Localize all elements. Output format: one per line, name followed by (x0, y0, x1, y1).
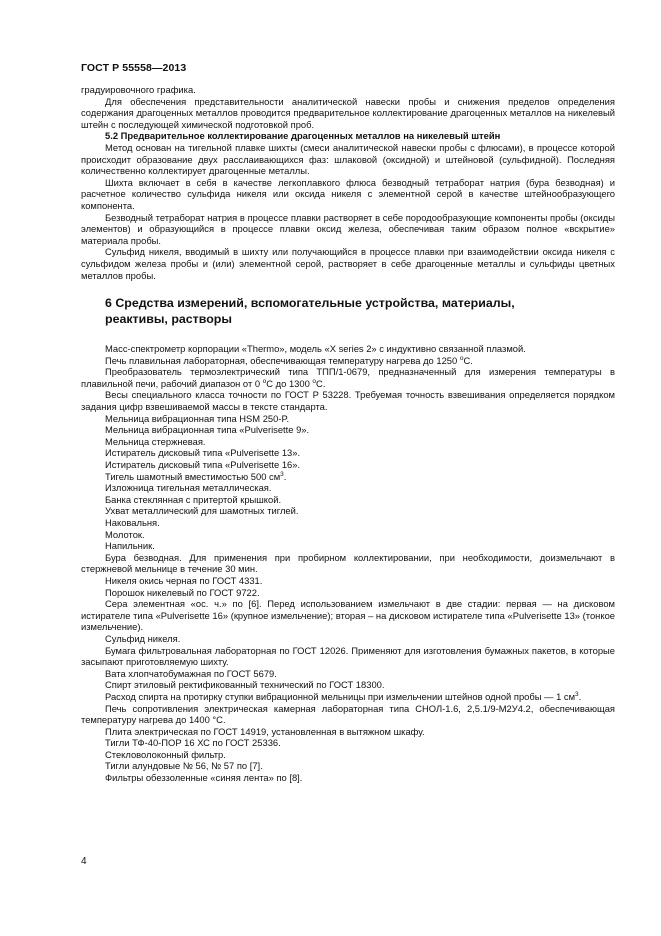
item-grinder-13: Истиратель дисковый типа «Pulverisette 13». (105, 447, 301, 459)
paragraph-sulfide: Сульфид никеля, вводимый в шихту или получающийся в процессе плавки при взаимодействии оксида никеля с сульфидом железа пробы и (или) элементной серой, растворяет в себе драгоценные металлы и сульфиды цветных металлов пробы. (81, 246, 615, 281)
subsection-title: 5.2 Предварительное коллектирование драгоценных металлов на никелевый штейн (105, 130, 501, 142)
item-borax: Бура безводная. Для применения при пробирном коллектировании, при необходимости, доизмельчают в стержневой мельнице в течение 30 мин. (81, 551, 615, 575)
section-heading: 6 Средства измерений, вспомогательные устройства, материалы, реактивы, растворы (105, 296, 515, 327)
item-jar: Банка стеклянная с притертой крышкой. (105, 493, 282, 505)
item-crucibles-tf: Тигли ТФ-40-ПОР 16 ХС по ГОСТ 25336. (105, 737, 281, 749)
standard-header: ГОСТ Р 55558—2013 (81, 62, 187, 74)
item-nickel-powder: Порошок никелевый по ГОСТ 9722. (105, 586, 260, 598)
item-scales: Весы специального класса точности по ГОСТ Р 53228. Требуемая точность взвешивания определяется порядком задания цифр взвешиваемой массы в тексте стандарта. (81, 389, 615, 413)
item-glass-filter: Стекловолоконный фильтр. (105, 748, 226, 760)
item-hotplate: Плита электрическая по ГОСТ 14919, установленная в вытяжном шкафу. (105, 725, 425, 737)
item-grinder-16: Истиратель дисковый типа «Pulverisette 16». (105, 459, 301, 471)
item-rod-mill: Мельница стержневая. (105, 435, 206, 447)
item-ashless-filters: Фильтры обеззоленные «синяя лента» по [8]. (105, 772, 303, 784)
item-file: Напильник. (105, 540, 155, 552)
item-sulfur: Сера элементная «ос. ч.» по [6]. Перед использованием измельчают в две стадии: первая — на дисковом истирателе типа «Pulverisette 16» (крупное измельчение); вторая – на дисковом истирателе типа «Pulverisette 13» (тонкое измельчение). (81, 598, 615, 633)
page-body (81, 84, 615, 784)
item-mill-hsm: Мельница вибрационная типа HSM 250-P. (105, 412, 290, 424)
item-alcohol: Спирт этиловый ректификованный технический по ГОСТ 18300. (105, 679, 385, 691)
paragraph-method: Метод основан на тигельной плавке шихты (смеси аналитической навески пробы с флюсами), в процессе которой происходит образование двух расслаивающихся фаз: шлаковой (оксидной) и штейновой (сульфидной). Последняя количественно коллектирует драгоценные металлы. (81, 141, 615, 177)
item-crucible: Тигель шамотный вместимостью 500 $см^3$. (105, 470, 287, 482)
item-alundum-crucibles: Тигли алундовые № 56, № 57 по [7]. (105, 760, 263, 772)
item-spectrometer: Масс-спектрометр корпорации «Thermo», модель «X series 2» с индуктивно связанной плазмой. (105, 343, 526, 355)
item-resistance-furnace: Печь сопротивления электрическая камерная лабораторная типа СНОЛ-1.6, 2,5.1/9-М2У4.2, обеспечивающая температуру нагрева до 1400 °С. (81, 702, 615, 726)
item-alcohol-use: Расход спирта на протирку ступки вибрационной мельницы при измельчении штейнов одной пробы — 1 $см^3$. (105, 690, 582, 702)
item-filter-paper: Бумага фильтровальная лабораторная по ГОСТ 12026. Применяют для изготовления бумажных пакетов, в которые засыпают приготовляемую шихту. (81, 644, 615, 668)
item-furnace: Печь плавильная лабораторная, обеспечивающая температуру нагрева до 1250 $^о$С. (105, 354, 473, 366)
item-mold: Изложница тигельная металлическая. (105, 482, 272, 494)
item-nickel-oxide: Никеля окись черная по ГОСТ 4331. (105, 574, 263, 586)
item-hammer: Молоток. (105, 528, 145, 540)
paragraph-graph-end: градуировочного графика. (81, 84, 196, 95)
item-cotton: Вата хлопчатобумажная по ГОСТ 5679. (105, 667, 277, 679)
page-number: 4 (81, 856, 87, 867)
paragraph-borate: Безводный тетраборат натрия в процессе плавки растворяет в себе породообразующие компоненты пробы (оксиды элементов) и образующийся в процессе плавки оксид железа, обеспечивая таким образом полное «вскрытие» материала пробы. (81, 211, 615, 246)
item-converter: Преобразователь термоэлектрический типа ТПП/1-0679, предназначенный для измерения температуры в плавильной печи, рабочий диапазон от 0 $^о$С до 1300 $^о$С. (81, 366, 615, 389)
paragraph-charge: Шихта включает в себя в качестве легкоплавкого флюса безводный тетраборат натрия (бура безводная) и расчетное количество сульфида никеля или оксида никеля с элементной серой в качестве штейнообразующего компонента. (81, 176, 615, 211)
item-grip: Ухват металлический для шамотных тиглей. (105, 505, 299, 517)
item-nickel-sulfide: Сульфид никеля. (105, 632, 181, 644)
paragraph-representativity: Для обеспечения представительности аналитической навески пробы и снижения пределов определения содержания драгоценных металлов проводится предварительное коллектирование драгоценных металлов на никелевый штейн с последующей химической подготовкой проб. (81, 95, 615, 130)
item-mill-pulverisette-9: Мельница вибрационная типа «Pulverisette 9». (105, 424, 310, 436)
item-anvil: Наковальня. (105, 517, 160, 528)
